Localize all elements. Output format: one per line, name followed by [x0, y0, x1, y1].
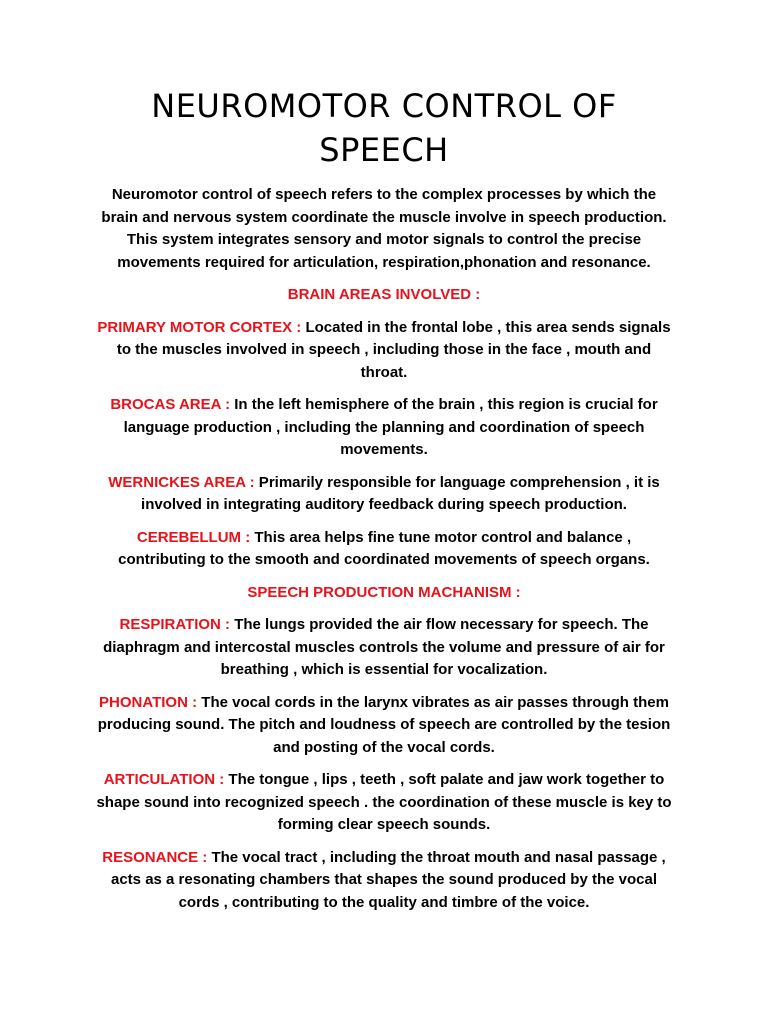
term-label: PHONATION : — [99, 693, 198, 711]
section-heading-brain-areas: BRAIN AREAS INVOLVED : — [287, 286, 481, 303]
entry-text: This area helps fine tune motor control and balance , contributing to the smooth and coordinated movements of speech organs. — [118, 528, 650, 568]
entry-wernickes-area — [92, 472, 676, 517]
entry-brocas-area — [92, 394, 676, 462]
entry-articulation — [92, 769, 676, 837]
term-label: RESONANCE : — [102, 848, 208, 866]
entry-primary-motor-cortex — [92, 317, 676, 385]
term-label: RESPIRATION : — [119, 616, 231, 633]
entry-text: Primarily responsible for language comprehension , it is involved in integrating auditory feedback during speech production. — [141, 473, 660, 513]
term-label: BROCAS AREA : — [110, 396, 231, 413]
entry-cerebellum — [92, 527, 676, 572]
entry-text: The vocal cords in the larynx vibrates as air passes through them producing sound. The pitch and loudness of speech are controlled by the tesion and posting of the vocal cords. — [97, 693, 671, 756]
entry-text: The vocal tract , including the throat mouth and nasal passage , acts as a resonating chambers that shapes the sound produced by the vocal cords , contributing to the quality and timbre of the voice. — [111, 848, 666, 911]
entry-phonation — [92, 692, 676, 760]
intro-paragraph: Neuromotor control of speech refers to the complex processes by which the brain and nervous system coordinate the muscle involve in speech production. This system integrates sensory and motor signals to control the precise movements required for articulation, respiration,phonation and resonance. — [101, 186, 667, 271]
entry-text: The lungs provided the air flow necessary for speech. The diaphragm and intercostal muscles controls the volume and pressure of air for breathing , which is essential for vocalization. — [103, 616, 665, 678]
term-label: ARTICULATION : — [103, 771, 225, 788]
entry-text: In the left hemisphere of the brain , this region is crucial for language production , including the planning and coordination of speech movements. — [123, 396, 658, 458]
entry-respiration — [92, 614, 676, 682]
entry-text: Located in the frontal lobe , this area sends signals to the muscles involved in speech , including those in the face , mouth and throat. — [116, 318, 671, 381]
entry-resonance — [92, 847, 676, 915]
document-title: NEUROMOTOR CONTROL OF SPEECH — [151, 87, 617, 169]
term-label: PRIMARY MOTOR CORTEX : — [97, 318, 302, 336]
entry-text: The tongue , lips , teeth , soft palate and jaw work together to shape sound into recognized speech . the coordination of these muscle is key to forming clear speech sounds. — [96, 771, 672, 833]
section-heading-speech-production: SPEECH PRODUCTION MACHANISM : — [247, 583, 521, 601]
term-label: CEREBELLUM : — [136, 528, 251, 546]
term-label: WERNICKES AREA : — [108, 473, 255, 491]
